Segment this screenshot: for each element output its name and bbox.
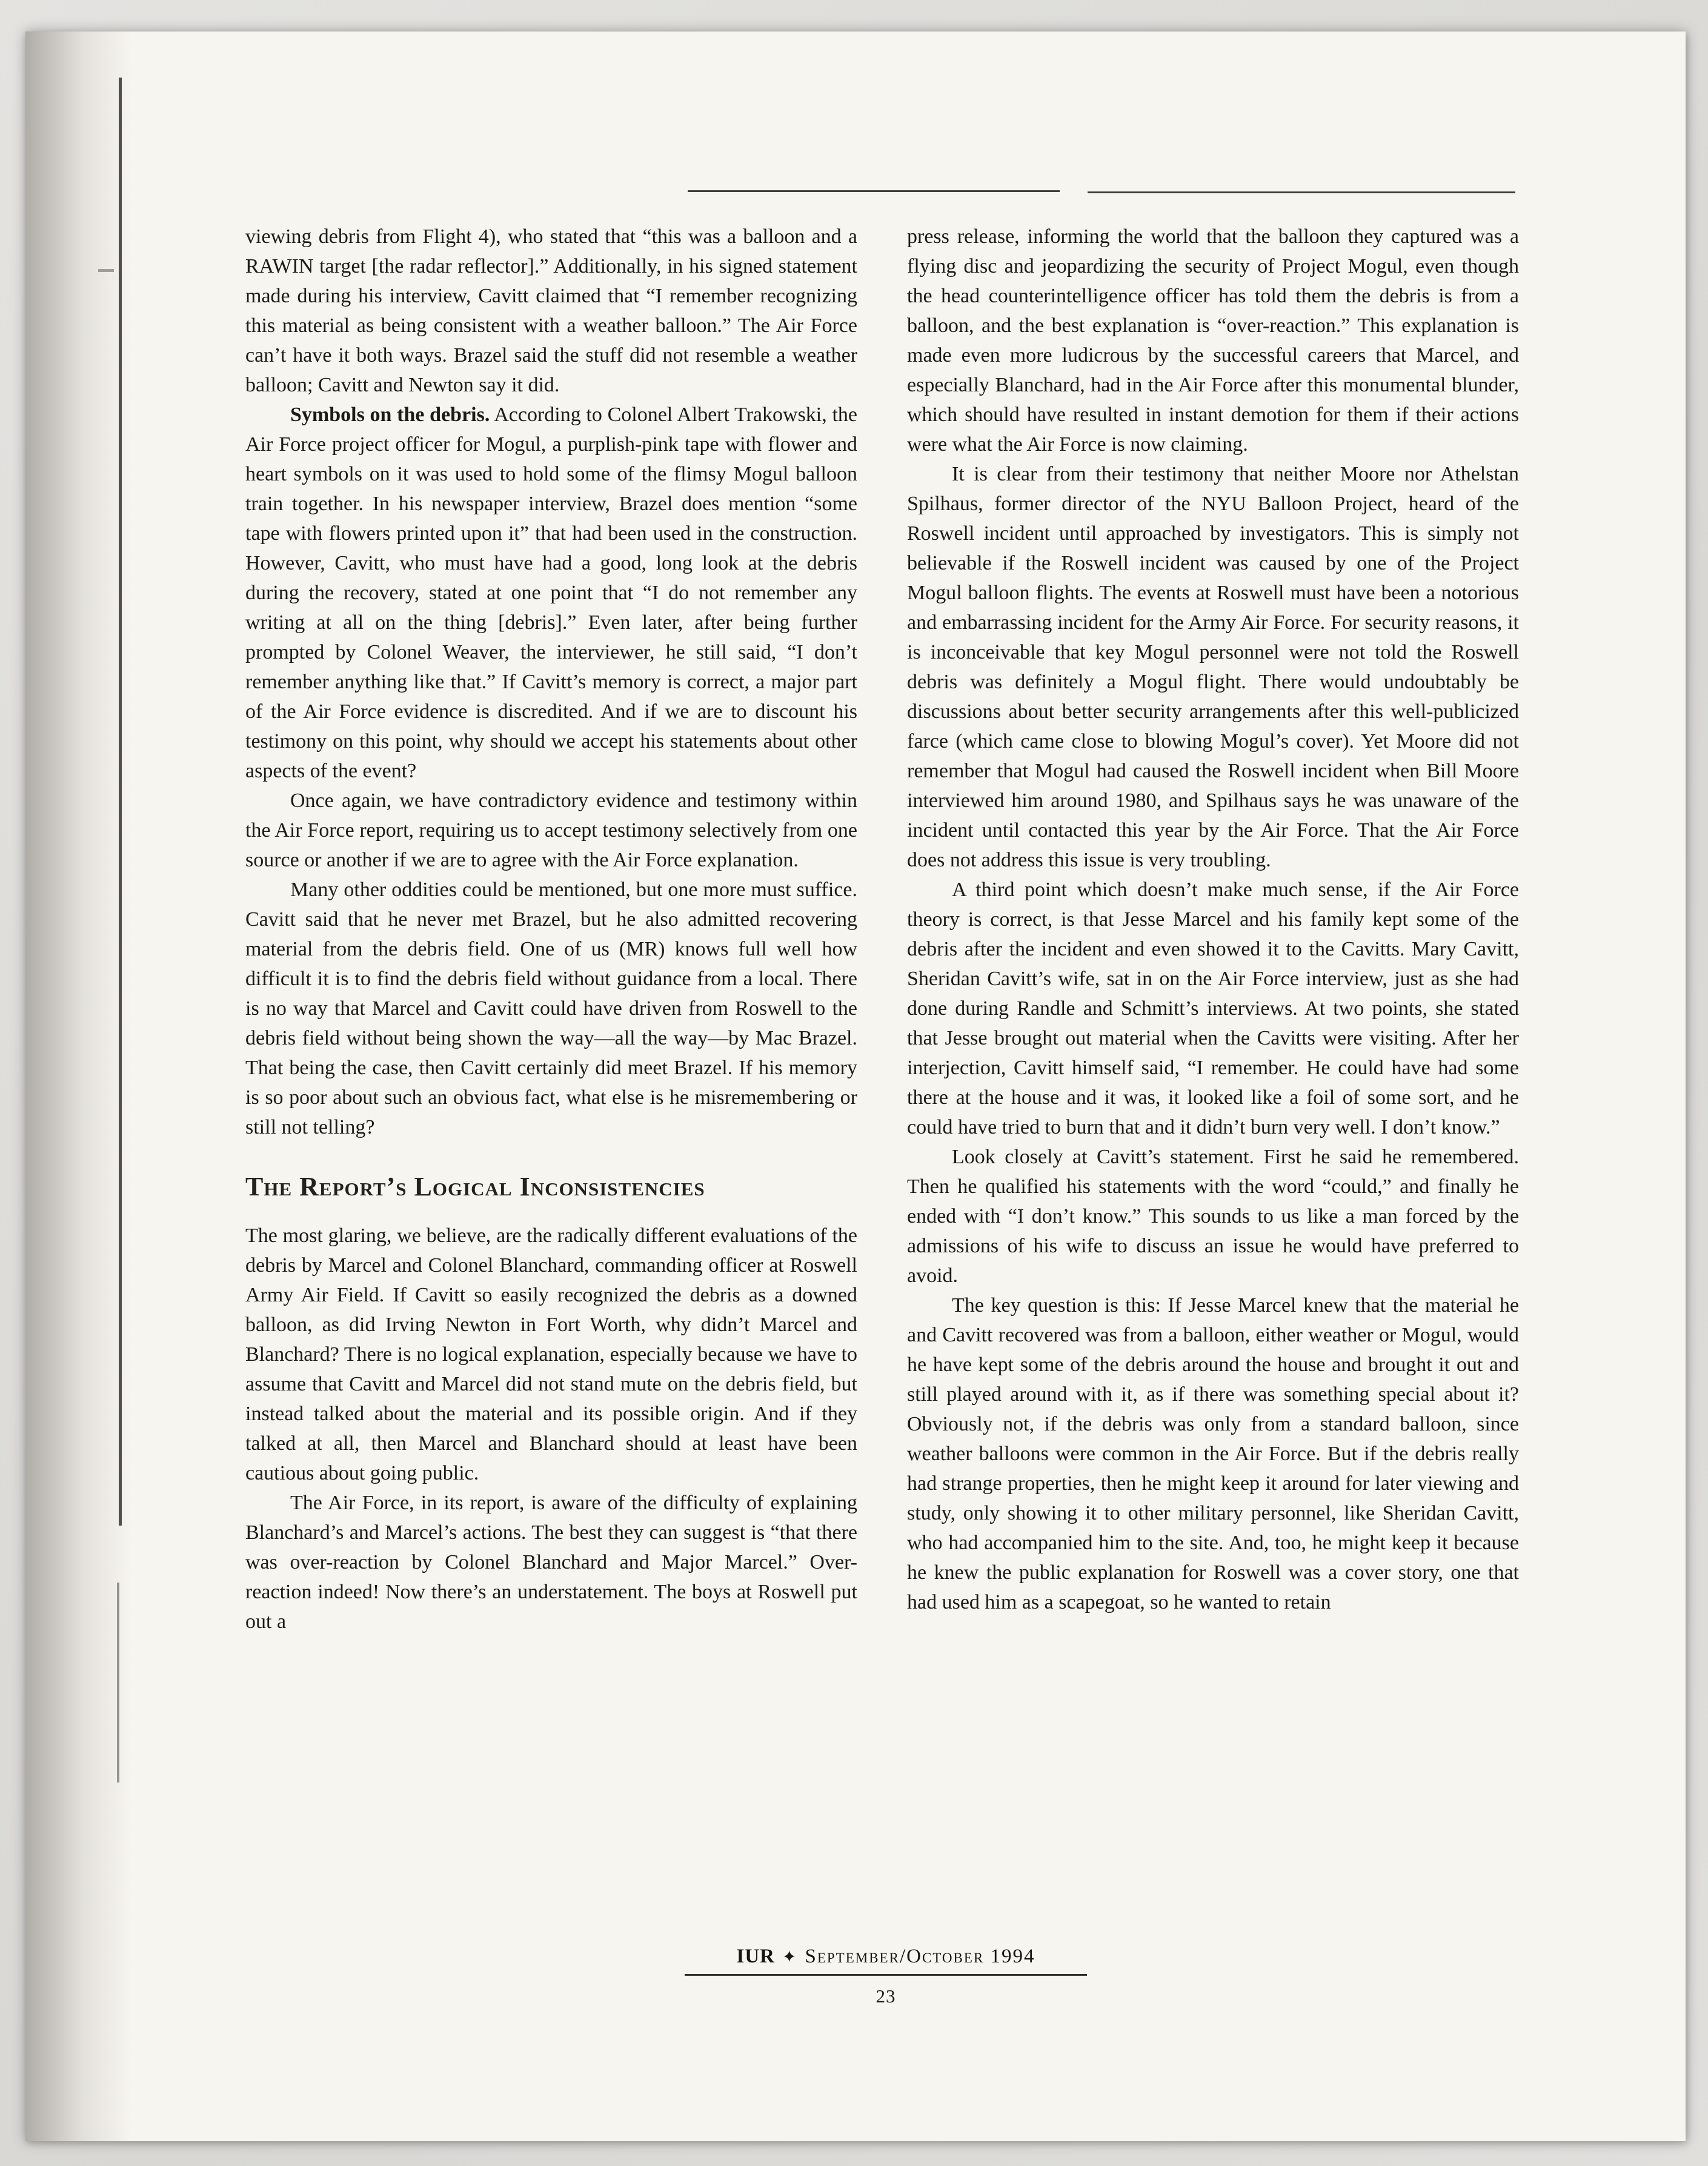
paragraph: Look closely at Cavitt’s statement. First he said he remembered. Then he qualified his statements with the word “could,” and finally he ended with “I don’t know.” This sounds to us like a man forced by the admissions of his wife to discuss an issue he would have preferred to avoid. — [907, 1146, 1519, 1287]
issue-date: September/October 1994 — [805, 1945, 1035, 1967]
page-number: 23 — [876, 1985, 896, 2007]
journal-title: IUR — [736, 1945, 775, 1967]
section-heading: The Report’s Logical Inconsistencies — [245, 1172, 705, 1201]
run-in-subheading: Symbols on the debris. — [290, 404, 490, 426]
right-column — [907, 222, 1519, 1636]
diamond-icon: ✦ — [782, 1948, 798, 1967]
paragraph: press release, informing the world that the balloon they captured was a flying disc and jeopardizing the security of Project Mogul, even though the head counterintelligence officer has told them the debris is from a balloon, and the best explanation is “over-reaction.” This explanation is made even more ludicrous by the successful careers that Marcel, and especially Blanchard, had in the Air Force after this monumental blunder, which should have resulted in instant demotion for them if their actions were what the Air Force is now claiming. — [907, 225, 1519, 456]
paragraph: The key question is this: If Jesse Marcel knew that the material he and Cavitt recovered was from a balloon, either weather or Mogul, would he have kept some of the debris around the house and brought it out and still played around with it, as if there was something special about it? Obviously not, if the debris was only from a standard balloon, since weather balloons were common in the Air Force. But if the debris really had strange properties, then he might keep it around for later viewing and study, only showing it to other military personnel, like Sheridan Cavitt, who had accompanied him to the site. And, too, he might keep it because he knew the public explanation for Roswell was a cover story, one that had used him as a scapegoat, so he wanted to retain — [907, 1294, 1519, 1613]
header-rule-segment — [1088, 191, 1515, 193]
footer-journal-line — [685, 1945, 1087, 1969]
header-rule-segment — [688, 190, 1060, 192]
scan-edge-shadow — [25, 32, 131, 2141]
document-page — [25, 32, 1686, 2141]
page-footer — [685, 1945, 1087, 2007]
paragraph: Many other oddities could be mentioned, but one more must suffice. Cavitt said that he never met Brazel, but he also admitted recovering material from the debris field. One of us (MR) knows full well how difficult it is to find the debris field without guidance from a local. There is no way that Marcel and Cavitt could have driven from Roswell to the debris field without being shown the way—all the way—by Mac Brazel. That being the case, then Cavitt certainly did meet Brazel. If his memory is so poor about such an obvious fact, what else is he misremembering or still not telling? — [245, 879, 857, 1138]
paragraph: The most glaring, we believe, are the radically different evaluations of the debris by Marcel and Colonel Blanchard, commanding officer at Roswell Army Air Field. If Cavitt so easily recognized the debris as a downed balloon, as did Irving Newton in Fort Worth, why didn’t Marcel and Blanchard? There is no logical explanation, especially because we have to assume that Cavitt and Marcel did not stand mute on the debris field, but instead talked about the material and its possible origin. And if they talked at all, then Marcel and Blanchard should at least have been cautious about going public. — [245, 1224, 857, 1484]
paragraph — [245, 400, 857, 786]
paragraph: A third point which doesn’t make much sense, if the Air Force theory is correct, is that Jesse Marcel and his family kept some of the debris after the incident and even showed it to the Cavitts. Mary Cavitt, Sheridan Cavitt’s wife, sat in on the Air Force interview, just as she had done during Randle and Schmitt’s interviews. At two points, she stated that Jesse brought out material when the Cavitts were visiting. After her interjection, Cavitt himself said, “I remember. He could have had some there at the house and it was, it looked like a foil of some sort, and he could have tried to burn that and it didn’t burn very well. I don’t know.” — [907, 879, 1519, 1138]
paragraph-text: According to Colonel Albert Trakowski, the Air Force project officer for Mogul, a purplish-pink tape with flower and heart symbols on it was used to hold some of the flimsy Mogul balloon train together. In his newspaper interview, Brazel does mention “some tape with flowers printed upon it” that had been used in the construction. However, Cavitt, who must have had a good, long look at the debris during the recovery, stated at one point that “I do not remember any writing at all on the thing [debris].” Even later, after being further prompted by Colonel Weaver, the interviewer, he still said, “I don’t remember anything like that.” If Cavitt’s memory is correct, a major part of the Air Force evidence is discredited. And if we are to discount his testimony on this point, why should we accept his statements about other aspects of the event? — [245, 404, 857, 782]
footer-rule — [685, 1974, 1087, 1976]
scan-artifact-line — [117, 1583, 119, 1782]
paragraph: The Air Force, in its report, is aware of the difficulty of explaining Blanchard’s and Marcel’s actions. The best they can suggest is “that there was over-reaction by Colonel Blanchard and Major Marcel.” Over-reaction indeed! Now there’s an understatement. The boys at Roswell put out a — [245, 1492, 857, 1633]
left-column — [245, 222, 857, 1636]
scan-artifact-mark — [98, 269, 114, 272]
paragraph: viewing debris from Flight 4), who stated that “this was a balloon and a RAWIN target [the radar reflector].” Additionally, in his signed statement made during his interview, Cavitt claimed that “I remember recognizing this material as being consistent with a weather balloon.” The Air Force can’t have it both ways. Brazel said the stuff did not resemble a weather balloon; Cavitt and Newton say it did. — [245, 225, 857, 396]
article-body — [245, 222, 1519, 1636]
paragraph: Once again, we have contradictory evidence and testimony within the Air Force report, requiring us to accept testimony selectively from one source or another if we are to agree with the Air Force explanation. — [245, 789, 857, 871]
scan-artifact-line — [119, 78, 122, 1526]
paragraph: It is clear from their testimony that neither Moore nor Athelstan Spilhaus, former director of the NYU Balloon Project, heard of the Roswell incident until approached by investigators. This is simply not believable if the Roswell incident was caused by one of the Project Mogul balloon flights. The events at Roswell must have been a notorious and embarrassing incident for the Army Air Force. For security reasons, it is inconceivable that key Mogul personnel were not told the Roswell debris was definitely a Mogul flight. There would undoubtably be discussions about better security arrangements after this well-publicized farce (which came close to blowing Mogul’s cover). Yet Moore did not remember that Mogul had caused the Roswell incident when Bill Moore interviewed him around 1980, and Spilhaus says he was unaware of the incident until contacted this year by the Air Force. That the Air Force does not address this issue is very troubling. — [907, 463, 1519, 871]
